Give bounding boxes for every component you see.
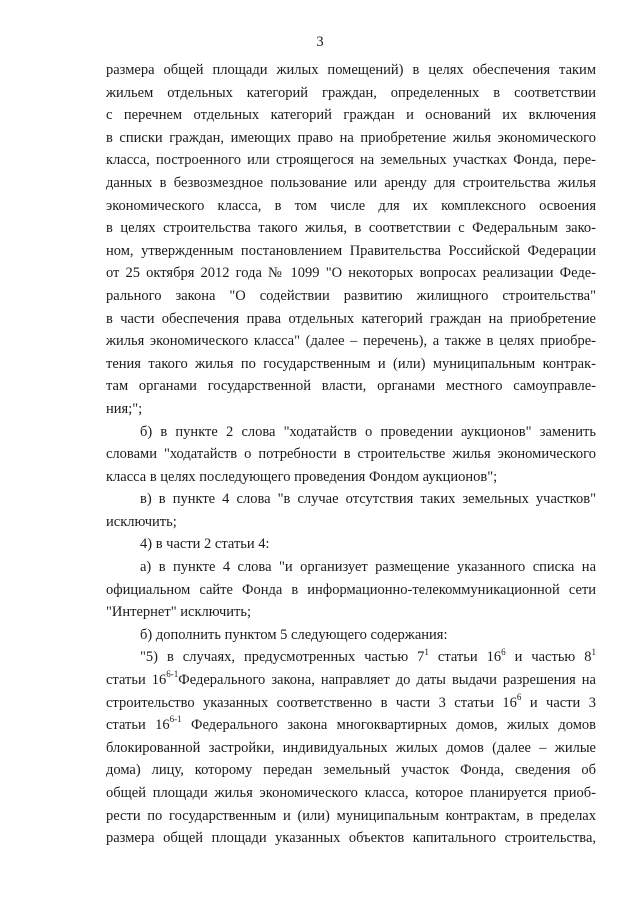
text-line: в части обеспечения права отдельных категорий граждан на приобретение xyxy=(106,310,596,327)
text-line: рести по государственным и (или) муниципальным контрактам, в пределах xyxy=(106,807,596,824)
text-line: от 25 октября 2012 года № 1099 "О некоторых вопросах реализации Феде- xyxy=(106,265,596,282)
text-line: с перечнем отдельных категорий граждан и оснований их включения xyxy=(106,107,596,124)
text-line: в списки граждан, имеющих право на приобретение жилья экономического xyxy=(106,129,596,146)
text-line: б) в пункте 2 слова "ходатайств о проведении аукционов" заменить xyxy=(140,423,596,440)
text-line: общей площади жилья экономического класса, которое планируется приоб- xyxy=(106,785,596,801)
text-line: жильем отдельных категорий граждан, определенных в соответствии xyxy=(106,84,596,101)
text-line: "Интернет" исключить; xyxy=(106,604,252,621)
text-line: тения такого жилья по государственным и (или) муниципальным контрак- xyxy=(106,355,596,372)
text-run: строительство указанных соответственно в части 3 статьи 16 xyxy=(106,694,517,711)
text-run: статьи 16 xyxy=(106,717,170,734)
superscript: 1 xyxy=(424,646,429,657)
text-line: б) дополнить пунктом 5 следующего содержания: xyxy=(140,626,448,643)
text-run: и части 3 xyxy=(521,694,596,711)
text-run: Федерального закона, направляет до даты выдачи разрешения на xyxy=(178,672,596,689)
text-line: размера общей площади жилых помещений) в целях обеспечения таким xyxy=(106,62,596,78)
text-line: официальном сайте Фонда в информационно-телекоммуникационной сети xyxy=(106,581,596,598)
text-line: данных в безвозмездное пользование или аренду для строительства жилья xyxy=(106,174,596,191)
superscript: 1 xyxy=(591,646,596,657)
text-line: блокированной застройки, индивидуальных жилых домов (далее – жилые xyxy=(106,739,596,756)
text-line: а) в пункте 4 слова "и организует размещение указанного списка на xyxy=(140,559,596,576)
text-line: экономического класса, в том числе для их комплексного освоения xyxy=(106,197,596,214)
text-line-item5-2 xyxy=(106,669,596,692)
text-line: рального закона "О содействии развитию жилищного строительства" xyxy=(106,287,596,304)
text-run: и частью 8 xyxy=(505,649,592,666)
superscript: 6-1 xyxy=(169,714,182,725)
text-line-item5-3 xyxy=(106,692,596,715)
text-run: "5) в случаях, предусмотренных частью 7 xyxy=(140,649,425,666)
text-line: ном, утвержденным постановлением Правительства Российской Федерации xyxy=(106,242,596,259)
text-line: размера общей площади указанных объектов капитального строительства, xyxy=(106,830,596,847)
superscript: 6-1 xyxy=(166,669,179,680)
text-line: ния;"; xyxy=(106,400,143,417)
page-number: 3 xyxy=(316,34,324,50)
text-line-item5-4 xyxy=(106,714,596,737)
text-line: в целях строительства такого жилья, в соответствии с Федеральным зако- xyxy=(106,220,596,237)
text-line: дома) лицу, которому передан земельный участок Фонда, сведения об xyxy=(106,762,596,779)
document-body xyxy=(106,59,596,850)
text-line-item5-1 xyxy=(106,646,596,669)
text-line: там органами государственной власти, органами местного самоуправле- xyxy=(106,378,596,395)
text-run: статьи 16 xyxy=(428,649,502,666)
text-line: исключить; xyxy=(106,513,177,530)
text-line: класса, построенного или строящегося на земельных участках Фонда, пере- xyxy=(106,152,596,169)
text-line: словами "ходатайств о потребности в строительстве жилья экономического xyxy=(106,446,596,463)
text-line: в) в пункте 4 слова "в случае отсутствия таких земельных участков" xyxy=(140,491,596,508)
text-run: Федерального закона многоквартирных домов, жилых домов xyxy=(181,717,596,734)
text-line: 4) в части 2 статьи 4: xyxy=(140,536,270,553)
text-line: класса в целях последующего проведения Фондом аукционов"; xyxy=(106,468,498,485)
text-run: статьи 16 xyxy=(106,672,167,689)
superscript: 6 xyxy=(501,646,506,657)
superscript: 6 xyxy=(516,691,522,702)
text-line: жилья экономического класса" (далее – перечень), а также в целях приобре- xyxy=(106,333,596,350)
